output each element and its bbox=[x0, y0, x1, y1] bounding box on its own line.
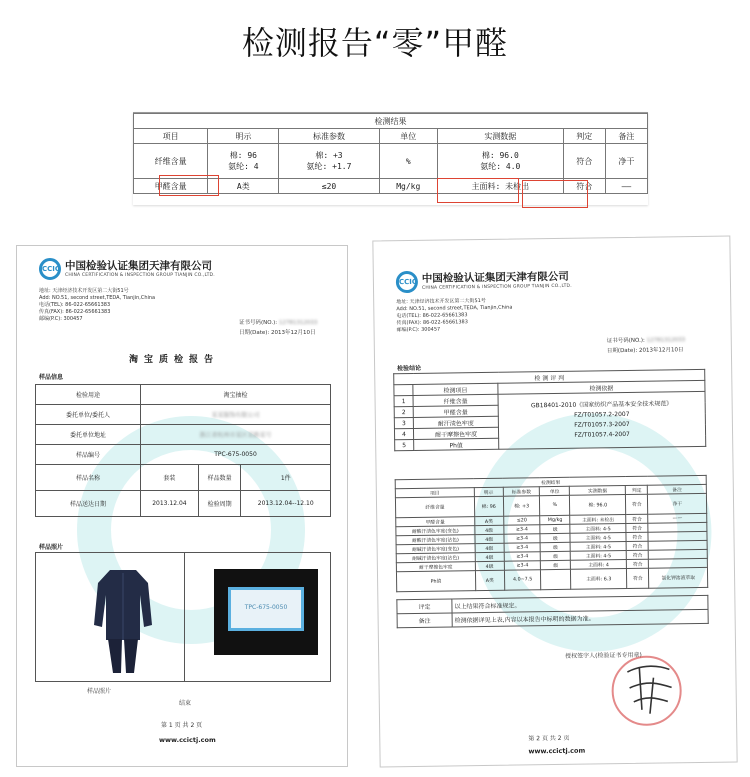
section-sample-info: 样品信息 bbox=[39, 374, 64, 381]
signer-label: 授权签字人(检验证书专用章) bbox=[565, 651, 642, 660]
excerpt-cell: —— bbox=[605, 179, 647, 194]
excerpt-cell: A类 bbox=[208, 179, 279, 194]
results-table: 检测结果 项目 明示 标准参数 单位 实测数据 判定 备注 纤维含量 棉: 96 棉: +3 % 棉: 96.0 符合 净干 甲醛含量 A类 ≤20 Mg/kg 主面料: 未检出 符合 —— 耐酸汗渍色牢度(变色) 4级 ≥3-4 级 主面料: 4-5 符合 耐酸汗渍色牢度(沾色) 4级 ≥3-4 级 主面料: 4-5 符合 耐碱汗渍色牢度(变色) 4级 ≥3-4 级 主面料: 4-5 符合 耐碱汗渍色牢度(沾色) 4级 ≥3-4 级 主面料: 4-5 符合 耐干摩擦色牢度 4级 ≥3-4 级 主面料: 4 符合 Ph值 A类 4.0~7.5 主面料: 6.3 符合 氯化钾溶液萃取 bbox=[395, 475, 709, 592]
signature bbox=[619, 657, 680, 718]
excerpt-cell: 主面料: 未检出 bbox=[437, 179, 563, 194]
cert-number: 证书号码(NO.): 12781312033 bbox=[239, 320, 318, 326]
excerpt-header: 项目 bbox=[134, 129, 208, 144]
excerpt-header: 单位 bbox=[379, 129, 437, 144]
highlight-measured bbox=[437, 178, 519, 203]
website: www.ccictj.com bbox=[528, 746, 586, 756]
company-name-en: CHINA CERTIFICATION & INSPECTION GROUP TIANJIN CO.,LTD. bbox=[65, 273, 215, 278]
end-mark: 结束 bbox=[179, 700, 192, 707]
report-date: 日期(Date): 2013年12月10日 bbox=[239, 330, 316, 336]
highlight-verdict bbox=[522, 180, 588, 208]
section-sample-photo: 样品照片 bbox=[39, 544, 64, 551]
sample-tag-label: TPC-675-0050 bbox=[228, 587, 304, 631]
excerpt-header: 判定 bbox=[563, 129, 605, 144]
page-headline: 检测报告“零”甲醛 bbox=[241, 24, 509, 62]
website: www.ccictj.com bbox=[159, 736, 216, 744]
excerpt-cell: 符合 bbox=[563, 179, 605, 194]
excerpt-header: 标准参数 bbox=[279, 129, 379, 144]
excerpt-section-title: 检测结果 bbox=[134, 114, 648, 129]
excerpt-header: 备注 bbox=[605, 129, 647, 144]
sample-info-table: 检验用途 淘宝抽检 委托单位/委托人 某某服饰有限公司 委托单位地址 浙江省杭州市某区某路某号 样品编号 TPC-675-0050 样品名称 套装 样品数量 1件 样品送达日期 2013.12.04 检验周期 2013.12.04--12.10 bbox=[35, 384, 331, 517]
report-title: 淘宝质检报告 bbox=[129, 355, 220, 365]
excerpt-cell: 净干 bbox=[605, 144, 647, 179]
photo-caption: 样品照片 bbox=[87, 688, 112, 695]
inspection-report-page-1 bbox=[16, 245, 348, 767]
excerpt-cell: 棉: 96 氨纶: 4 bbox=[208, 144, 279, 179]
company-address: 地址: 天津经济技术开发区第二大街51号 Add: NO.51, second street,TEDA, Tianjin,China 电话(TEL): 86-022-65661383 传真(FAX): 86-022-65661383 邮编(P.C): 300457 bbox=[396, 297, 513, 334]
cert-number: 证书号码(NO.): 12781312033 bbox=[606, 337, 686, 345]
page-number: 第 2 页 共 2 页 bbox=[528, 734, 570, 743]
excerpt-cell: Mg/kg bbox=[379, 179, 437, 194]
excerpt-cell: 甲醛含量 bbox=[134, 179, 208, 194]
company-name: 中国检验认证集团天津有限公司 bbox=[65, 260, 212, 272]
excerpt-cell: 棉: 96.0 氨纶: 4.0 bbox=[437, 144, 563, 179]
excerpt-header: 明示 bbox=[208, 129, 279, 144]
evaluation-table: 检 测 评 判 检测项目 检测依据 1 纤维含量 GB18401-2010《国家纺织产品基本安全技术规范》 FZ/T01057.2-2007 FZ/T01057.3-2007 FZ/T01057.4-2007 2 甲醛含量 3 耐汗渍色牢度 4 耐干摩擦色牢度 5 Ph值 bbox=[393, 369, 706, 451]
garment-photo-icon bbox=[88, 565, 158, 675]
excerpt-cell: 棉: +3 氨纶: +1.7 bbox=[279, 144, 379, 179]
sample-photo-box bbox=[35, 552, 331, 682]
company-name-en: CHINA CERTIFICATION & INSPECTION GROUP TIANJIN CO.,LTD. bbox=[421, 283, 572, 291]
company-address: 地址: 天津经济技术开发区第二大街51号 Add: NO.51, second street,TEDA, Tianjin,China 电话(TEL): 86-022-65661383 传真(FAX): 86-022-65661383 邮编(P.C): 300457 bbox=[39, 288, 156, 322]
excerpt-cell: 符合 bbox=[563, 144, 605, 179]
report-date: 日期(Date): 2013年12月10日 bbox=[606, 347, 684, 355]
section-evaluation: 检验结论 bbox=[397, 364, 422, 373]
inspection-report-page-2 bbox=[372, 236, 737, 768]
ccic-logo-icon: CCIC bbox=[39, 258, 61, 280]
excerpt-cell: ≤20 bbox=[279, 179, 379, 194]
excerpt-cell: 纤维含量 bbox=[134, 144, 208, 179]
divider bbox=[184, 553, 185, 681]
company-name: 中国检验认证集团天津有限公司 bbox=[421, 270, 569, 285]
verdict-table: 评定 以上结果符合标准规定。 备注 检测依据详见上表,内容以本报告中标明的数据为准。 bbox=[396, 595, 708, 628]
excerpt-header: 实测数据 bbox=[437, 129, 563, 144]
tag-photo bbox=[214, 569, 318, 655]
excerpt-cell: % bbox=[379, 144, 437, 179]
ccic-logo-icon: CCIC bbox=[396, 271, 418, 293]
highlight-formaldehyde-item bbox=[159, 175, 219, 196]
page-number: 第 1 页 共 2 页 bbox=[161, 722, 203, 729]
